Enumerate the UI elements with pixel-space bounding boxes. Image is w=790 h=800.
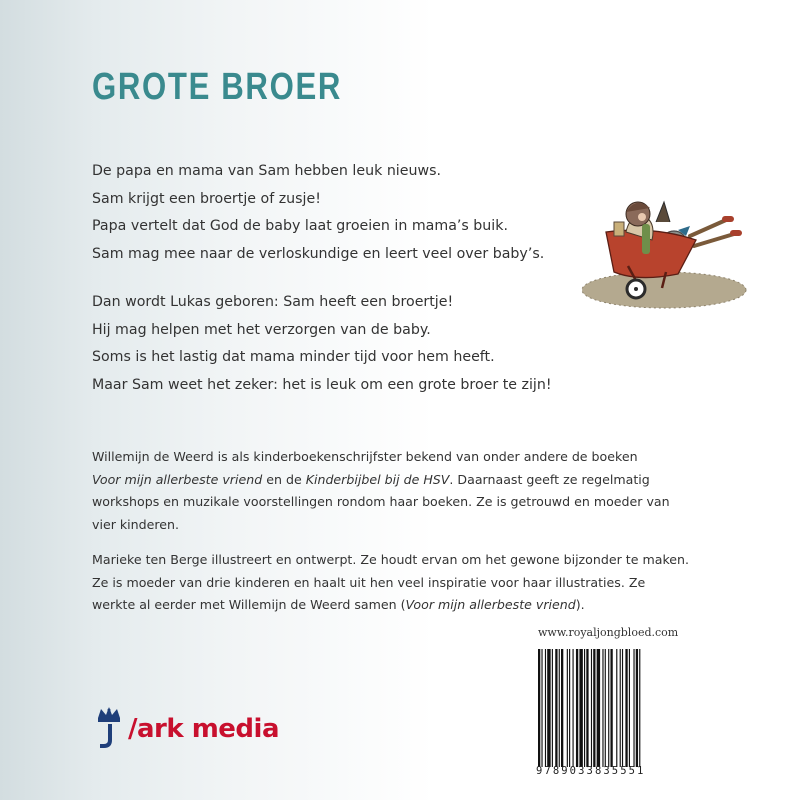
bio-text: Marieke ten Berge illustreert en ontwerpt. Ze houdt ervan om het gewone bijzonder te maken. Ze is moeder van drie kinderen en haalt uit hen veel inspiratie voor haar illustraties. Ze werkte al eerder met Willemijn de Weerd samen ( — [92, 552, 690, 612]
bio-text: en de — [262, 471, 306, 487]
illustrator-bio — [92, 549, 692, 617]
isbn-number: 9789033835551 — [536, 765, 646, 777]
publisher-name: /ark media — [128, 714, 279, 744]
bio-text: . Daarnaast geeft ze regelmatig workshops en muzikale voorstellingen rondom haar boeken. Ze is getrouwd en moeder van vier kinderen. — [92, 471, 670, 532]
book-title: GROTE BROER — [92, 66, 343, 108]
story-line: Maar Sam weet het zeker: het is leuk om een grote broer te zijn! — [92, 376, 552, 393]
story-line: De papa en mama van Sam hebben leuk nieuws. — [92, 163, 441, 179]
book-title-reference: Voor mijn allerbeste vriend — [92, 471, 263, 487]
crown-j-logo-icon — [92, 706, 126, 752]
story-line: Soms is het lastig dat mama minder tijd voor hem heeft. — [92, 349, 495, 365]
author-bio — [92, 446, 692, 536]
story-line: Hij mag helpen met het verzorgen van de baby. — [92, 321, 431, 338]
story-line: Dan wordt Lukas geboren: Sam heeft een broertje! — [92, 294, 454, 310]
publisher-website[interactable]: www.royaljongbloed.com — [538, 626, 679, 639]
barcode — [532, 645, 688, 787]
bio-text: ). — [575, 597, 585, 612]
story-line: Sam krijgt een broertje of zusje! — [92, 190, 321, 207]
story-text — [92, 158, 612, 399]
book-title-reference: Kinderbijbel bij de HSV — [305, 471, 450, 487]
story-line: Papa vertelt dat God de baby laat groeien in mama’s buik. — [92, 218, 508, 234]
book-title-reference: Voor mijn allerbeste vriend — [405, 597, 576, 612]
publisher-logo[interactable] — [92, 706, 279, 752]
bio-text: Willemijn de Weerd is als kinderboekenschrijfster bekend van onder andere de boeken — [92, 449, 638, 464]
barcode-bars — [538, 649, 682, 767]
story-line: Sam mag mee naar de verloskundige en leert veel over baby’s. — [92, 245, 545, 262]
wheelbarrow-illustration — [578, 192, 748, 312]
